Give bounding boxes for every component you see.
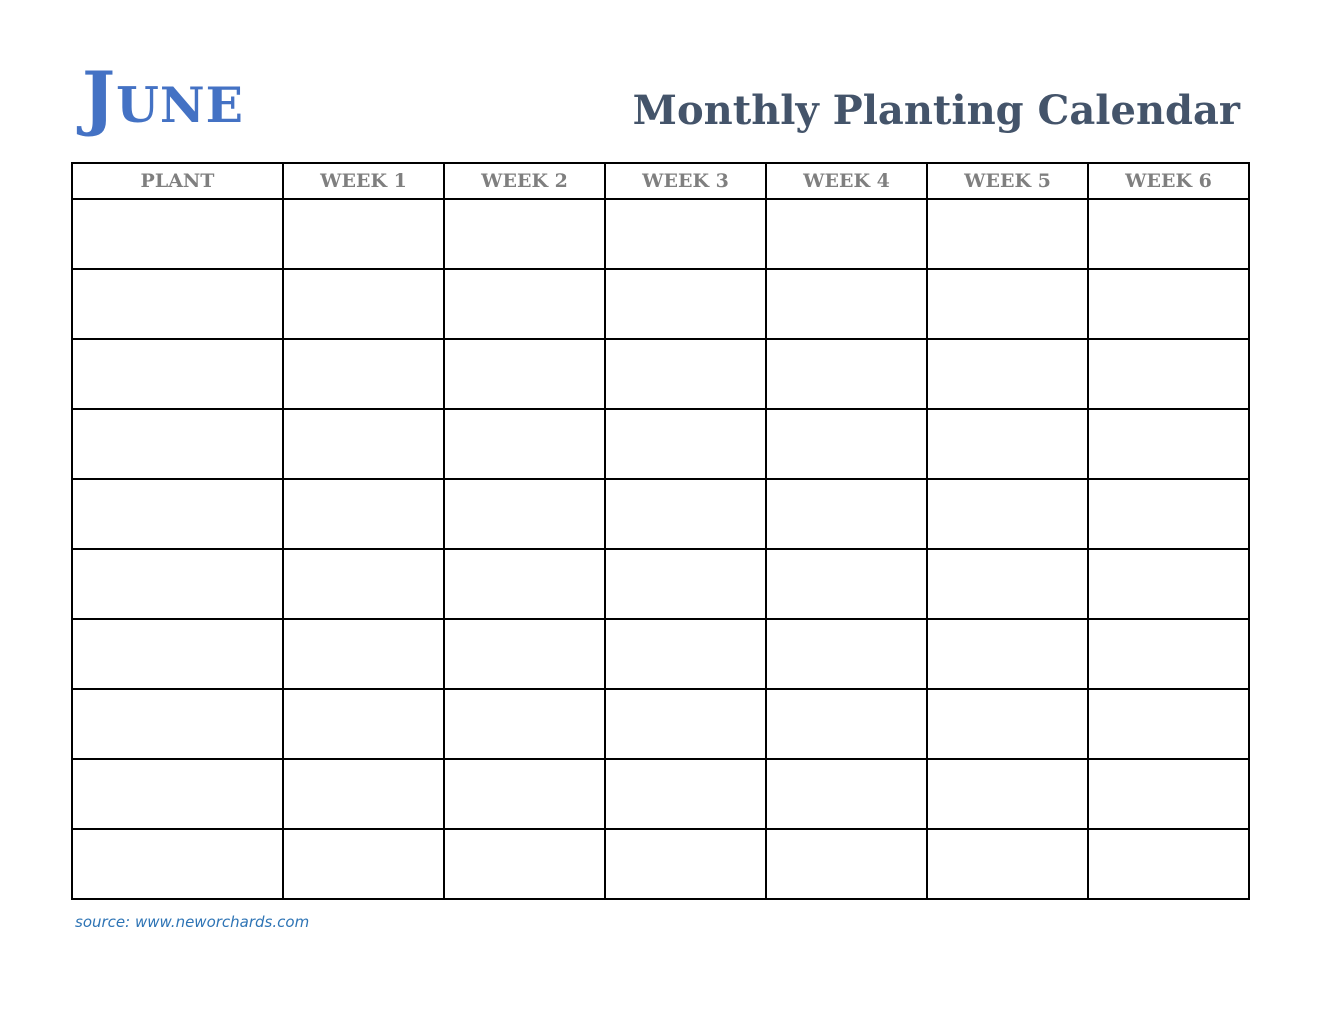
plant-cell[interactable] xyxy=(72,759,283,829)
table-header xyxy=(72,163,1249,199)
week-cell[interactable] xyxy=(927,479,1088,549)
plant-cell[interactable] xyxy=(72,199,283,269)
plant-cell[interactable] xyxy=(72,829,283,899)
week-cell[interactable] xyxy=(766,339,927,409)
planting-calendar-table xyxy=(71,162,1250,900)
week-cell[interactable] xyxy=(444,269,605,339)
week-cell[interactable] xyxy=(444,759,605,829)
week-cell[interactable] xyxy=(605,689,766,759)
week-cell[interactable] xyxy=(283,689,444,759)
calendar-title: Monthly Planting Calendar xyxy=(632,87,1240,134)
table-row xyxy=(72,339,1249,409)
week-cell[interactable] xyxy=(927,339,1088,409)
week-cell[interactable] xyxy=(605,549,766,619)
column-header-week-6: WEEK 6 xyxy=(1088,163,1249,199)
week-cell[interactable] xyxy=(766,199,927,269)
table-row xyxy=(72,619,1249,689)
week-cell[interactable] xyxy=(283,619,444,689)
week-cell[interactable] xyxy=(444,339,605,409)
table-row xyxy=(72,689,1249,759)
table-row xyxy=(72,479,1249,549)
week-cell[interactable] xyxy=(605,479,766,549)
plant-cell[interactable] xyxy=(72,689,283,759)
week-cell[interactable] xyxy=(1088,619,1249,689)
week-cell[interactable] xyxy=(1088,829,1249,899)
week-cell[interactable] xyxy=(283,269,444,339)
week-cell[interactable] xyxy=(605,409,766,479)
week-cell[interactable] xyxy=(927,689,1088,759)
week-cell[interactable] xyxy=(605,199,766,269)
plant-cell[interactable] xyxy=(72,339,283,409)
week-cell[interactable] xyxy=(444,549,605,619)
week-cell[interactable] xyxy=(766,409,927,479)
week-cell[interactable] xyxy=(927,549,1088,619)
plant-cell[interactable] xyxy=(72,479,283,549)
week-cell[interactable] xyxy=(927,829,1088,899)
plant-cell[interactable] xyxy=(72,549,283,619)
week-cell[interactable] xyxy=(1088,269,1249,339)
week-cell[interactable] xyxy=(444,479,605,549)
plant-cell[interactable] xyxy=(72,409,283,479)
week-cell[interactable] xyxy=(927,619,1088,689)
column-header-week-5: WEEK 5 xyxy=(927,163,1088,199)
column-header-week-2: WEEK 2 xyxy=(444,163,605,199)
week-cell[interactable] xyxy=(766,269,927,339)
week-cell[interactable] xyxy=(766,619,927,689)
week-cell[interactable] xyxy=(1088,339,1249,409)
week-cell[interactable] xyxy=(444,689,605,759)
table-row xyxy=(72,549,1249,619)
week-cell[interactable] xyxy=(1088,479,1249,549)
week-cell[interactable] xyxy=(283,339,444,409)
week-cell[interactable] xyxy=(283,479,444,549)
column-header-plant: PLANT xyxy=(72,163,283,199)
week-cell[interactable] xyxy=(1088,549,1249,619)
column-header-week-1: WEEK 1 xyxy=(283,163,444,199)
week-cell[interactable] xyxy=(927,269,1088,339)
week-cell[interactable] xyxy=(766,549,927,619)
week-cell[interactable] xyxy=(283,549,444,619)
week-cell[interactable] xyxy=(283,409,444,479)
week-cell[interactable] xyxy=(766,479,927,549)
week-cell[interactable] xyxy=(1088,759,1249,829)
column-header-week-4: WEEK 4 xyxy=(766,163,927,199)
week-cell[interactable] xyxy=(444,619,605,689)
week-cell[interactable] xyxy=(283,759,444,829)
week-cell[interactable] xyxy=(605,269,766,339)
week-cell[interactable] xyxy=(927,199,1088,269)
table-row xyxy=(72,199,1249,269)
header-row xyxy=(72,163,1249,199)
month-title: June xyxy=(82,56,244,139)
week-cell[interactable] xyxy=(283,199,444,269)
column-header-week-3: WEEK 3 xyxy=(605,163,766,199)
table-body xyxy=(72,199,1249,899)
week-cell[interactable] xyxy=(927,759,1088,829)
week-cell[interactable] xyxy=(605,339,766,409)
table-row xyxy=(72,269,1249,339)
week-cell[interactable] xyxy=(766,829,927,899)
week-cell[interactable] xyxy=(605,619,766,689)
week-cell[interactable] xyxy=(444,829,605,899)
week-cell[interactable] xyxy=(444,199,605,269)
week-cell[interactable] xyxy=(605,759,766,829)
week-cell[interactable] xyxy=(283,829,444,899)
week-cell[interactable] xyxy=(1088,689,1249,759)
week-cell[interactable] xyxy=(1088,199,1249,269)
week-cell[interactable] xyxy=(766,759,927,829)
table-row xyxy=(72,829,1249,899)
plant-cell[interactable] xyxy=(72,269,283,339)
week-cell[interactable] xyxy=(927,409,1088,479)
plant-cell[interactable] xyxy=(72,619,283,689)
week-cell[interactable] xyxy=(1088,409,1249,479)
source-note: source: www.neworchards.com xyxy=(75,913,310,931)
week-cell[interactable] xyxy=(605,829,766,899)
week-cell[interactable] xyxy=(766,689,927,759)
week-cell[interactable] xyxy=(444,409,605,479)
table-row xyxy=(72,759,1249,829)
table-row xyxy=(72,409,1249,479)
